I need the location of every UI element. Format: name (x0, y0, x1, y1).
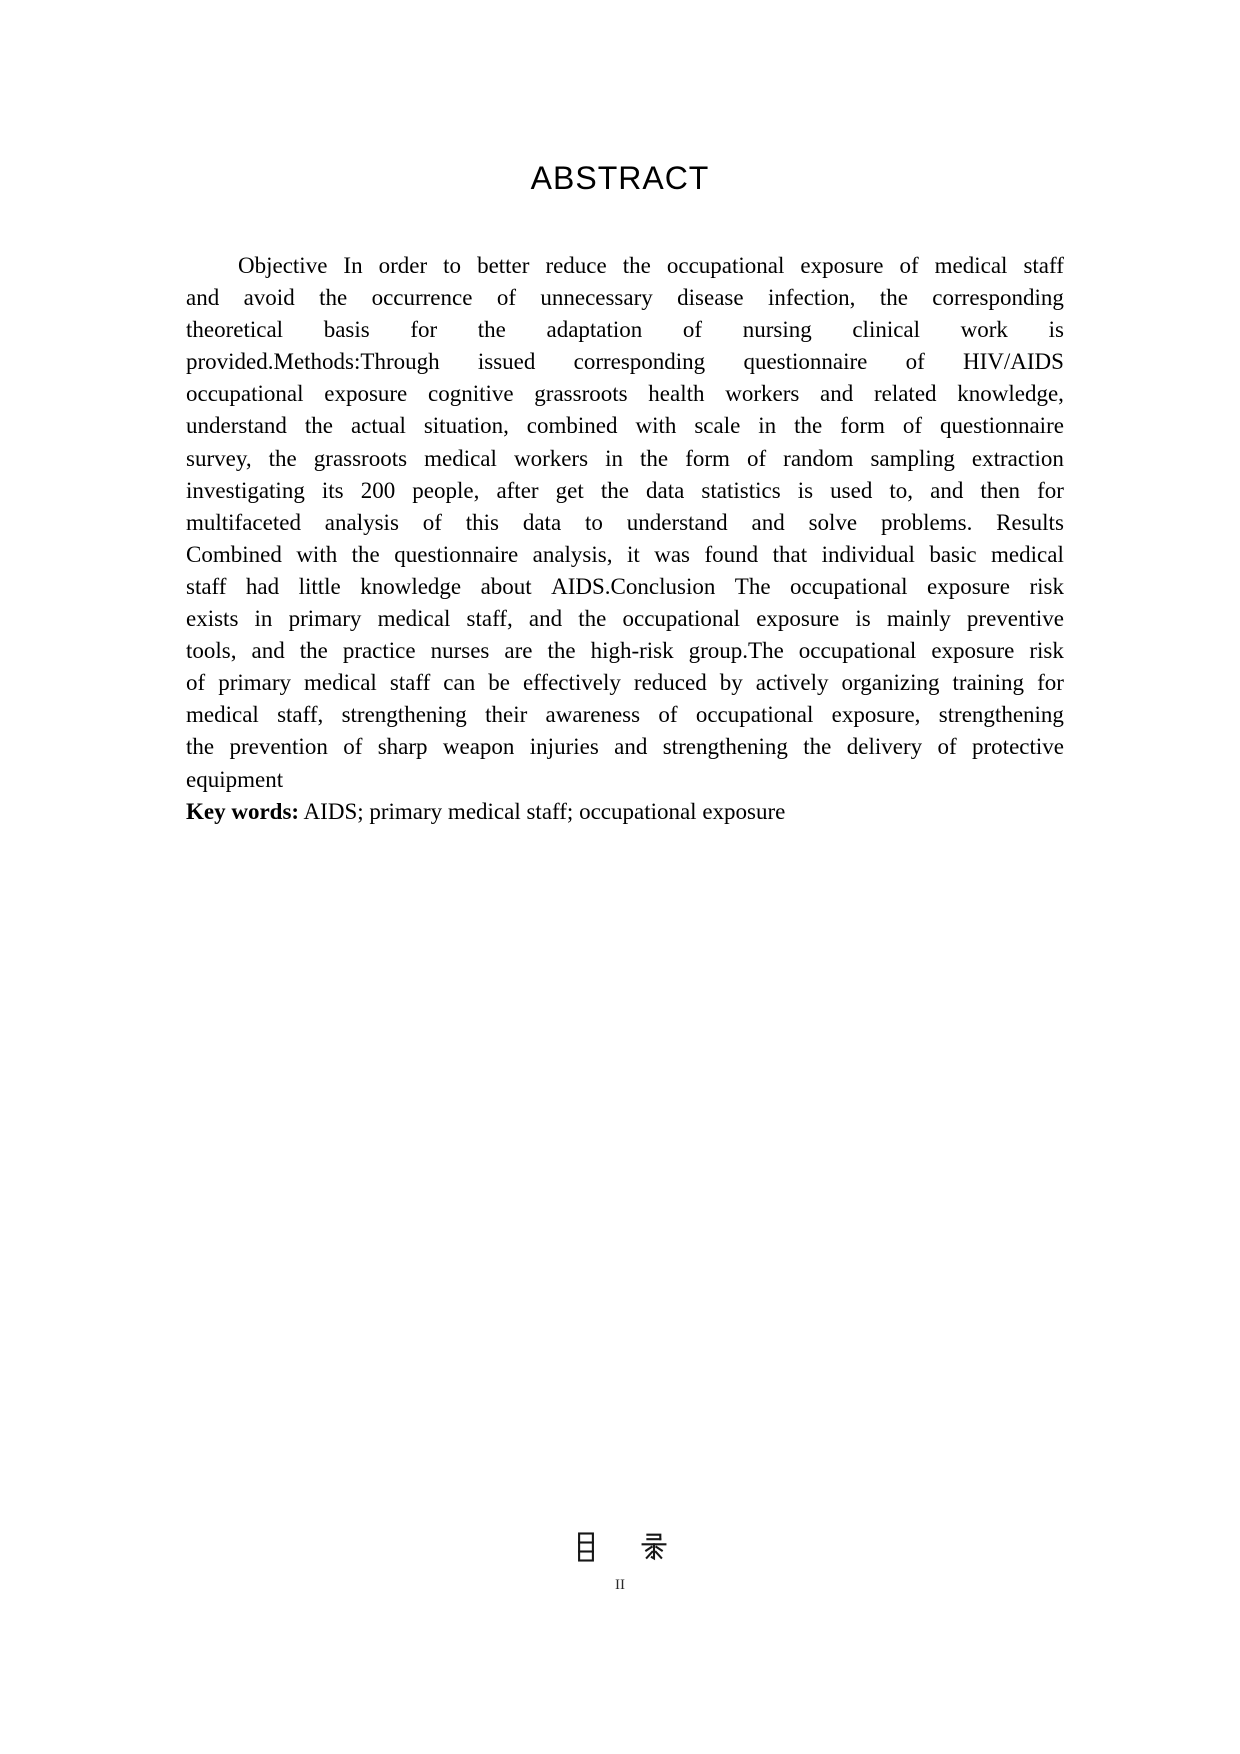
word: the (304, 413, 333, 439)
abstract-line: equipment (186, 766, 284, 792)
word: the (351, 541, 380, 567)
word: strengthening (938, 702, 1064, 728)
word: the (578, 606, 607, 632)
word: disease (677, 285, 744, 311)
word: the (879, 285, 908, 311)
word: are (504, 638, 533, 664)
word: HIV/AIDS (963, 349, 1064, 375)
word: little (298, 573, 341, 599)
word: actual (350, 413, 406, 439)
word: staff (186, 573, 227, 599)
word: and (186, 285, 220, 311)
word: data (646, 477, 685, 503)
word: survey, (186, 445, 252, 471)
word: for (1037, 670, 1064, 696)
abstract-line (186, 282, 1064, 314)
toc-title-text (620, 1547, 621, 1548)
word: basis (323, 317, 370, 343)
word: scale (694, 413, 741, 439)
word: staff, (277, 702, 324, 728)
word: of (658, 702, 678, 728)
word: preventive (966, 606, 1064, 632)
word: group.The (688, 638, 784, 664)
word: grassroots (313, 445, 408, 471)
word: is (797, 477, 814, 503)
word: exposure (756, 606, 840, 632)
word: occupational (186, 381, 304, 407)
abstract-line (186, 539, 1064, 571)
word: medical (186, 702, 259, 728)
word: the (622, 253, 651, 278)
page-number: II (615, 1577, 625, 1593)
word: of (905, 349, 925, 375)
word: occurrence (371, 285, 473, 311)
word: exposure (926, 573, 1011, 599)
word: is (855, 606, 871, 632)
abstract-line (186, 410, 1064, 442)
abstract-line (186, 250, 1064, 282)
word: the (547, 638, 576, 664)
word: situation, (423, 413, 509, 439)
word: can (443, 670, 476, 696)
word: medical (424, 445, 497, 471)
word: grassroots (534, 381, 628, 407)
word: order (378, 253, 428, 278)
abstract-line (186, 475, 1064, 507)
word: strengthening (341, 702, 467, 728)
word: the (299, 638, 328, 664)
word: of (902, 413, 923, 439)
word: by (719, 670, 743, 696)
word: medical (991, 541, 1064, 567)
word: and (820, 381, 854, 407)
word: occupational (622, 606, 741, 632)
word: injuries (529, 734, 599, 760)
toc-title (0, 1531, 1240, 1563)
word: health (648, 381, 705, 407)
abstract-line (186, 731, 1064, 763)
word: clinical (852, 317, 921, 343)
word: in (605, 445, 623, 471)
word: adaptation (546, 317, 643, 343)
word: random (783, 445, 854, 471)
word: the (640, 445, 669, 471)
abstract-line (186, 571, 1064, 603)
word: AIDS.Conclusion (551, 573, 716, 599)
word: the (268, 445, 297, 471)
word: The (734, 573, 771, 599)
word: In (343, 253, 363, 278)
word: in (254, 606, 273, 632)
word: protective (972, 734, 1064, 760)
word: medical (934, 253, 1008, 278)
word: questionnaire (940, 413, 1064, 439)
word: knowledge (360, 573, 462, 599)
word: of (422, 509, 442, 535)
word: tools, (186, 638, 237, 664)
abstract-line (186, 667, 1064, 699)
word: be (488, 670, 510, 696)
word: to, (889, 477, 914, 503)
word: cognitive (427, 381, 514, 407)
word: it (626, 541, 640, 567)
word: the (600, 477, 629, 503)
word: sampling (870, 445, 955, 471)
word: and (614, 734, 648, 760)
abstract-paragraph (186, 250, 1064, 796)
word: was (654, 541, 690, 567)
word: related (873, 381, 937, 407)
word: work (960, 317, 1008, 343)
word: of (746, 445, 767, 471)
word: for (410, 317, 438, 343)
word: solve (808, 509, 858, 535)
keywords-text: AIDS; primary medical staff; occupational exposure (299, 798, 786, 824)
keywords-line (186, 796, 1064, 828)
word: risk (1029, 573, 1064, 599)
word: strengthening (662, 734, 788, 760)
word: theoretical (186, 317, 284, 343)
word: occupational (666, 253, 785, 278)
word: workers (513, 445, 589, 471)
word: form (840, 413, 885, 439)
word: infection, (767, 285, 856, 311)
word: is (1048, 317, 1064, 343)
word: sharp (377, 734, 428, 760)
word: the (186, 734, 215, 760)
word: organizing (841, 670, 940, 696)
word: high-risk (590, 638, 674, 664)
word: provided.Methods:Through (186, 349, 440, 375)
word: exposure, (831, 702, 921, 728)
word: reduce (545, 253, 607, 278)
word: statistics (701, 477, 781, 503)
word: better (477, 253, 530, 278)
word: basic (929, 541, 977, 567)
toc-glyph-lu (639, 1531, 669, 1563)
word: used (830, 477, 873, 503)
word: effectively (522, 670, 621, 696)
word: Results (996, 509, 1064, 535)
word: multifaceted (186, 509, 301, 535)
word: get (555, 477, 584, 503)
word: corresponding (932, 285, 1064, 311)
word: and (251, 638, 285, 664)
word: Combined (186, 541, 282, 567)
word: exposure (324, 381, 408, 407)
word: and (930, 477, 964, 503)
word: questionnaire (394, 541, 519, 567)
word: corresponding (573, 349, 706, 375)
word: delivery (846, 734, 923, 760)
word: medical (377, 606, 451, 632)
word: found (704, 541, 759, 567)
word: and (751, 509, 785, 535)
word: of (343, 734, 363, 760)
word: data (522, 509, 562, 535)
word: after (496, 477, 539, 503)
word: of (496, 285, 516, 311)
word: the (803, 734, 832, 760)
toc-glyph-mu (571, 1531, 601, 1563)
word: weapon (442, 734, 515, 760)
word: then (980, 477, 1021, 503)
word: individual (821, 541, 915, 567)
word: occupational (695, 702, 814, 728)
word: Objective (238, 253, 328, 278)
word: analysis (324, 509, 399, 535)
abstract-body (186, 250, 1064, 828)
word: risk (1029, 638, 1064, 664)
word: prevention (229, 734, 328, 760)
word: awareness (545, 702, 641, 728)
word: the (794, 413, 823, 439)
word: nursing (742, 317, 812, 343)
word: nurses (430, 638, 490, 664)
word: mainly (886, 606, 951, 632)
abstract-line (186, 346, 1064, 378)
word: for (1037, 477, 1064, 503)
word: 200 (360, 477, 396, 503)
word: analysis, (532, 541, 613, 567)
word: understand (186, 413, 287, 439)
word: questionnaire (743, 349, 868, 375)
word: medical (304, 670, 377, 696)
word: form (685, 445, 730, 471)
word: staff (389, 670, 431, 696)
word: and (528, 606, 563, 632)
word: exposure (800, 253, 884, 278)
abstract-line (186, 635, 1064, 667)
abstract-line (186, 378, 1064, 410)
word: workers (725, 381, 800, 407)
word: exposure (931, 638, 1015, 664)
word: with (296, 541, 338, 567)
word: this (465, 509, 499, 535)
word: avoid (243, 285, 295, 311)
word: problems. (880, 509, 973, 535)
abstract-line (186, 443, 1064, 475)
word: about (480, 573, 532, 599)
word: of (937, 734, 957, 760)
word: training (952, 670, 1025, 696)
word: primary (218, 670, 291, 696)
word: the (477, 317, 506, 343)
word: in (758, 413, 777, 439)
word: exists (186, 606, 239, 632)
word: the (319, 285, 348, 311)
word: primary (288, 606, 362, 632)
word: of (186, 670, 206, 696)
abstract-line (186, 314, 1064, 346)
keywords-label: Key words: (186, 798, 300, 824)
word: extraction (971, 445, 1064, 471)
word: to (443, 253, 462, 278)
word: occupational (790, 573, 908, 599)
word: practice (342, 638, 416, 664)
word: to (585, 509, 603, 535)
word: its (321, 477, 344, 503)
word: knowledge, (957, 381, 1064, 407)
word: actively (755, 670, 829, 696)
abstract-line (186, 507, 1064, 539)
word: had (245, 573, 280, 599)
word: that (772, 541, 808, 567)
abstract-line (186, 603, 1064, 635)
word: staff (1023, 253, 1064, 278)
word: their (485, 702, 528, 728)
word: people, (412, 477, 480, 503)
word: reduced (633, 670, 707, 696)
word: with (635, 413, 677, 439)
word: combined (526, 413, 618, 439)
word: unnecessary (540, 285, 653, 311)
word: understand (626, 509, 728, 535)
abstract-line (186, 699, 1064, 731)
word: of (682, 317, 703, 343)
word: staff, (466, 606, 513, 632)
word: occupational (798, 638, 917, 664)
word: of (899, 253, 919, 278)
word: investigating (186, 477, 305, 503)
page-title: ABSTRACT (530, 160, 710, 196)
word: issued (477, 349, 536, 375)
